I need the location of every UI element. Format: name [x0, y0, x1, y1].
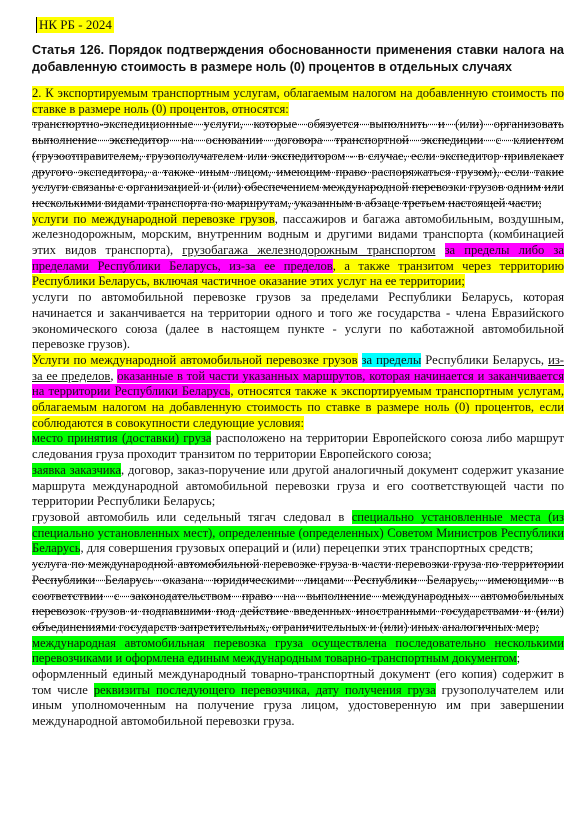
text-segment: , — [110, 368, 118, 383]
highlighted-text-yellow: услуги по международной перевозке грузов — [32, 211, 275, 226]
text-segment: услуги по автомобильной перевозке грузов за пределами Республики Беларусь, которая начинается и заканчивается на территории одного и того же государства - члена Евразийского экономического союза (далее в настоящем пункте - услуги по каботажной автомобильной перевозке грузов). — [32, 290, 564, 352]
highlighted-text-strike: транспортно-экспедиционные услуги, которые обязуется выполнить и (или) организовать выполнение экспедитор на основании договора транспортной экспедиции с клиентом (грузоотправителем, грузополучателем или экспедитором - в случае, если экспедитор привлекает другого экспедитора, а также иным лицом, имеющим право распоряжаться грузом), если такие услуги связаны с организацией и (или) обеспечением международной перевозки грузов одним или несколькими видами транспорта по маршрутам, указанным в абзаце третьем настоящей части; — [32, 117, 564, 210]
highlighted-text-yellow: 2. К экспортируемым транспортным услугам, облагаемым налогом на добавленную стоимость по ставке в размере ноль (0) процентов, относятся: — [32, 86, 564, 116]
text-segment: расположено на территории Европейского союза либо маршрут следования груза проходит транзитом по территории Европейского союза; — [32, 431, 564, 462]
highlighted-text-strike: услуга по международной автомобильной перевозке груза в части перевозки груза по территории Республики Беларусь оказана юридическими лицами Республики Беларусь, имеющими в соответствии с законодательством право на выполнение международных автомобильных перевозок грузов и подпавшими под действие введенных иностранными государствами и (или) объединениями государств запретительных, ограничительных и (или) иных аналогичных мер; — [32, 557, 564, 634]
highlighted-text-magenta: оказанные в той части указанных маршрутов, которая начинается и заканчивается на территории Республики Беларусь — [32, 368, 564, 399]
highlighted-text-yellow: , относятся также к экспортируемым транспортным услугам, облагаемым налогом на добавленную стоимость по ставке в размере ноль (0) процентов, если соблюдаются в совокупности следующие условия: — [32, 384, 564, 430]
text-segment: , договор, заказ-поручение или другой аналогичный документ содержит указание маршрута международной автомобильной перевозки груза и его соответствующей части по территории Республики Беларусь; — [32, 462, 564, 509]
highlighted-text-under: из-за ее пределов — [32, 352, 564, 383]
highlighted-text-green: международная автомобильная перевозка груза осуществлена последовательно несколькими перевозчиками и оформлена единым международным товарно-транспортным документом — [32, 635, 564, 666]
text-segment: оформленный единый международный товарно-транспортный документ (его копия) содержит в том числе — [32, 667, 564, 697]
paragraph — [32, 353, 564, 432]
paragraph — [32, 636, 564, 667]
article-title: Статья 126. Порядок подтверждения обоснованности применения ставки налога на добавленную стоимость в размере ноль (0) процентов в отдельных случаях — [32, 43, 564, 74]
paragraph — [32, 117, 564, 211]
highlighted-text-under: грузобагажа железнодорожным транспортом — [182, 243, 436, 258]
document-header-label: НК РБ - 2024 — [36, 17, 114, 33]
text-segment: , пассажиров и багажа автомобильным, воздушным, железнодорожным, морским, внутренним водным и другими видами транспорта (комбинацией этих видов транспорта), — [32, 211, 564, 258]
paragraph — [32, 86, 564, 117]
highlighted-text-yellow: Услуги по международной автомобильной перевозке грузов — [32, 352, 358, 367]
paragraph — [32, 667, 564, 730]
highlighted-text-green: специально установленные места (из специально установленных мест), определенные (определенных) Советом Министров Республики Беларусь — [32, 509, 564, 556]
text-segment: ; — [516, 651, 521, 666]
highlighted-text-green: место принятия (доставки) груза — [32, 431, 212, 446]
highlighted-text-yellow: , а также транзитом через территорию Республики Беларусь, включая частичное оказание этих услуг на ее территории; — [32, 258, 565, 289]
paragraph — [32, 510, 564, 557]
text-segment: грузовой автомобиль или седельный тягач следовал в — [32, 509, 352, 524]
paragraph — [32, 212, 564, 291]
paragraph — [32, 431, 564, 462]
highlighted-text-green: реквизиты последующего перевозчика, дату получения груза — [93, 682, 436, 697]
highlighted-text-cyan: за пределы — [361, 352, 422, 367]
text-segment: , для совершения грузовых операций и (или) перецепки этих транспортных средств; — [80, 541, 534, 556]
text-segment: Республики Беларусь, — [421, 352, 549, 367]
text-segment — [358, 353, 362, 367]
highlighted-text-magenta: за пределы либо за пределами Республики Беларусь, из-за ее пределов — [32, 243, 564, 273]
highlighted-text-green: заявка заказчика — [32, 462, 122, 477]
text-segment: грузополучателем или иным уполномоченным на получение груза лицом, удостоверенную им при завершении международной автомобильной перевозки груза. — [32, 682, 564, 729]
paragraph — [32, 463, 564, 510]
paragraph — [32, 290, 564, 353]
paragraph — [32, 557, 564, 636]
article-body — [32, 86, 564, 730]
text-segment — [435, 243, 444, 257]
